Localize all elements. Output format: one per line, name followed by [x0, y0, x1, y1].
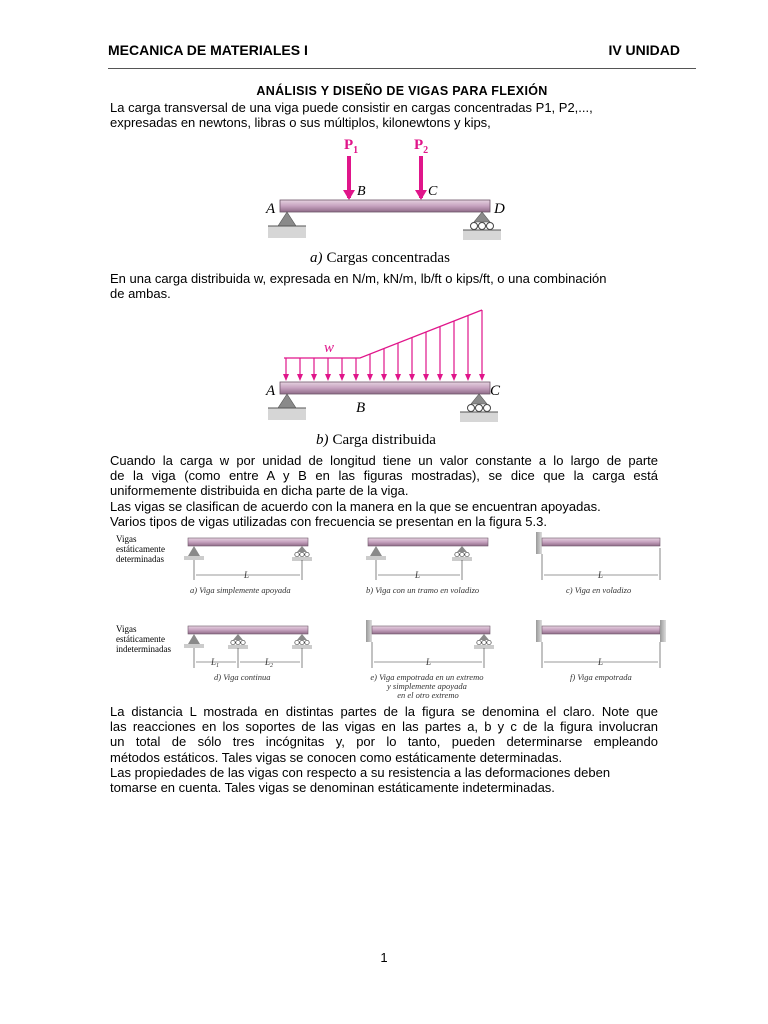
caption-f: f) Viga empotrada [570, 672, 632, 682]
text-line: de la viga (como entre A y B en las figuras mostradas), se dice que la carga está [110, 468, 658, 484]
pin-support-icon [278, 394, 296, 408]
text-line: tomarse en cuenta. Tales vigas se denominan estáticamente indeterminadas. [110, 780, 555, 796]
caption-a: a) Viga simplemente apoyada [190, 585, 291, 595]
caption-d: d) Viga continua [214, 672, 271, 682]
figure-caption-a: a) Cargas concentradas [310, 250, 450, 266]
text-line: métodos estáticos. Tales vigas se conocen como estáticamente determinadas. [110, 749, 563, 765]
arrowhead-icon [423, 374, 429, 381]
row-label-indeterminate: Vigas estáticamente indeterminadas [116, 624, 171, 654]
header-left: MECANICA DE MATERIALES I [108, 42, 308, 58]
load-label-p2: $P_2$ [414, 137, 429, 156]
roller-support-icon [474, 212, 490, 222]
ground-hatch [463, 230, 501, 240]
beam-type-a [184, 538, 312, 595]
arrowhead-icon [395, 374, 401, 381]
caption-b: b) Viga con un tramo en voladizo [366, 585, 480, 595]
svg-text:L: L [598, 570, 604, 580]
text-line: las reacciones en los soportes de las vigas en las partes a, b y c de la figura involucran [110, 719, 658, 735]
arrowhead-icon [343, 190, 355, 200]
point-label-a: A [266, 383, 276, 399]
text-line: Cuando la carga w por unidad de longitud tiene un valor constante a lo largo de parte [110, 453, 658, 468]
text-line: La distancia L mostrada en distintas partes de la figura se denomina el claro. Note que [110, 704, 658, 719]
text-line: uniformemente distribuida en dicha parte de la viga. [110, 483, 409, 499]
text-line: En una carga distribuida w, expresada en N/m, kN/m, lb/ft o kips/ft, o una combinación [110, 271, 607, 286]
text-line: Las propiedades de las vigas con respecto a su resistencia a las deformaciones deben [110, 764, 611, 780]
paragraph-intro [110, 100, 658, 130]
beam [280, 382, 490, 394]
beam-type-e [366, 620, 494, 700]
text-line: Las vigas se clasifican de acuerdo con la manera en la que se encuentran apoyadas. [110, 498, 601, 514]
figure-beam-types [110, 530, 680, 700]
figure-concentrated-loads [260, 134, 530, 270]
paragraph-distributed [110, 271, 658, 301]
text-line: un total de sólo tres incógnitas y, por lo tanto, pueden determinarse empleando [110, 734, 658, 750]
arrowhead-icon [353, 374, 359, 381]
pin-support-icon [278, 212, 296, 226]
load-label-w: w [324, 340, 335, 356]
arrowhead-icon [465, 374, 471, 381]
svg-text:L: L [426, 657, 432, 667]
svg-text:L1: $L_1$ [211, 657, 220, 669]
point-label-b: B [357, 184, 366, 199]
load-label-p1: $P_1$ [344, 137, 359, 156]
arrowhead-icon [297, 374, 303, 381]
distributed-load-outline [284, 310, 482, 358]
arrowhead-icon [381, 374, 387, 381]
text-line: La carga transversal de una viga puede consistir en cargas concentradas P1, P2,..., [110, 100, 593, 115]
arrowhead-icon [325, 374, 331, 381]
beam-type-f [536, 620, 666, 682]
svg-text:L: L [415, 570, 421, 580]
caption-e: e) Viga empotrada en un extremo y simplemente apoyada en el otro extremo [370, 672, 484, 700]
svg-text:L: L [598, 657, 604, 667]
page-number: 1 [380, 950, 388, 965]
caption-c: c) Viga en voladizo [566, 585, 632, 595]
beam-type-d [184, 626, 312, 682]
beam-type-c [536, 532, 660, 595]
text-line: Varios tipos de vigas utilizadas con frecuencia se presentan en la figura 5.3. [110, 513, 547, 529]
arrowhead-icon [367, 374, 373, 381]
point-label-d: D [494, 201, 505, 217]
page-title: ANÁLISIS Y DISEÑO DE VIGAS PARA FLEXIÓN [256, 84, 548, 98]
roller-support-icon [471, 394, 487, 404]
arrowhead-icon [415, 190, 427, 200]
paragraph-span [110, 704, 658, 795]
header-right: IV UNIDAD [608, 42, 680, 58]
beam-type-b [366, 538, 488, 595]
arrowhead-icon [409, 374, 415, 381]
row-label-determinate: Vigas estáticamente determinadas [116, 534, 165, 564]
svg-text:L: L [244, 570, 250, 580]
point-label-c: C [490, 383, 501, 399]
text-line: expresadas en newtons, libras o sus múltiplos, kilonewtons y kips, [110, 115, 491, 131]
arrowhead-icon [283, 374, 289, 381]
ground-hatch [268, 226, 306, 238]
header-rule [108, 68, 696, 69]
point-label-a: A [266, 201, 276, 217]
beam [280, 200, 490, 212]
svg-text:L2: $L_2$ [265, 657, 274, 669]
paragraph-uniform [110, 453, 658, 529]
arrowhead-icon [311, 374, 317, 381]
arrowhead-icon [479, 374, 485, 381]
text-line: de ambas. [110, 286, 171, 302]
point-label-b: B [356, 400, 366, 416]
figure-caption-b: b) Carga distribuida [316, 432, 436, 448]
point-label-c: C [428, 184, 438, 199]
arrowhead-icon [451, 374, 457, 381]
figure-distributed-load [260, 302, 530, 450]
arrowhead-icon [339, 374, 345, 381]
arrowhead-icon [437, 374, 443, 381]
